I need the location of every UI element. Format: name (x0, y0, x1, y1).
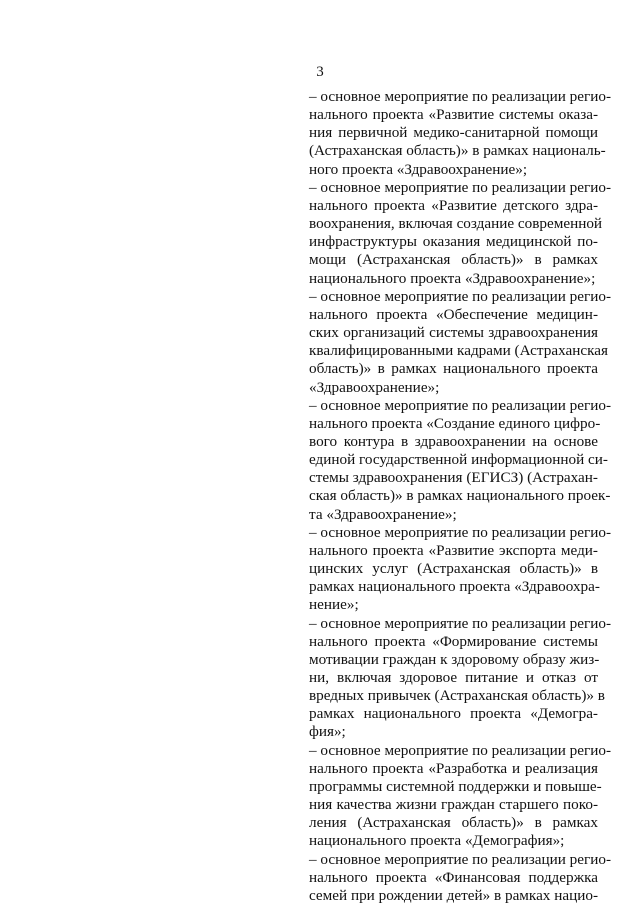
list-item-paragraph (309, 396, 612, 524)
text-line: нального проекта «Развитие экспорта меди- (309, 541, 598, 559)
text-line: нение»; (309, 596, 359, 614)
text-column (309, 88, 612, 905)
text-line: ния качества жизни граждан старшего поко- (309, 796, 598, 814)
text-line: нального проекта «Финансовая поддержка (309, 868, 598, 886)
text-line: нального проекта «Формирование системы (309, 632, 598, 650)
text-line: воохранения, включая создание современной (309, 215, 603, 233)
text-line: – основное мероприятие по реализации регио- (309, 178, 612, 196)
text-line: область)» в рамках национального проекта (309, 360, 598, 378)
text-line: ного проекта «Здравоохранение»; (309, 160, 528, 178)
text-line: вредных привычек (Астраханская область)» в (309, 687, 605, 705)
text-line: мотивации граждан к здоровому образу жиз- (309, 650, 600, 668)
text-line: ния первичной медико-санитарной помощи (309, 124, 598, 142)
list-item-paragraph (309, 741, 612, 851)
text-line: нального проекта «Развитие детского здра- (309, 196, 598, 214)
text-line: та «Здравоохранение»; (309, 505, 457, 523)
text-line: – основное мероприятие по реализации регио- (309, 741, 612, 759)
text-line: программы системной поддержки и повыше- (309, 777, 602, 795)
text-line: мощи (Астраханская область)» в рамках (309, 251, 598, 269)
text-line: семей при рождении детей» в рамках нацио- (309, 886, 598, 904)
list-item-paragraph (309, 88, 612, 179)
text-line: ни, включая здоровое питание и отказ от (309, 669, 598, 686)
list-item-paragraph (309, 178, 612, 288)
list-item-paragraph (309, 614, 612, 742)
text-line: рамках национального проекта «Здравоохра- (309, 578, 600, 596)
text-line: ления (Астраханская область)» в рамках (309, 814, 598, 832)
text-line: инфраструктуры оказания медицинской по- (309, 233, 598, 251)
text-line: – основное мероприятие по реализации регио- (309, 614, 612, 632)
text-line: квалифицированными кадрами (Астраханская (309, 342, 608, 360)
text-line: вого контура в здравоохранении на основе (309, 432, 598, 450)
text-line: стемы здравоохранения (ЕГИСЗ) (Астрахан- (309, 469, 598, 487)
text-line: фия»; (309, 723, 346, 741)
list-item-paragraph (309, 523, 612, 615)
text-line: рамках национального проекта «Демогра- (309, 705, 598, 723)
page-number: 3 (316, 64, 324, 80)
text-line: – основное мероприятие по реализации регио- (309, 287, 612, 305)
text-line: – основное мероприятие по реализации регио- (309, 88, 612, 105)
text-line: национального проекта «Демография»; (309, 832, 565, 850)
text-line: национального проекта «Здравоохранение»; (309, 269, 596, 287)
list-item-paragraph (309, 287, 612, 397)
text-line: – основное мероприятие по реализации регио- (309, 396, 612, 414)
text-line: (Астраханская область)» в рамках националь- (309, 142, 606, 160)
text-line: цинских услуг (Астраханская область)» в (309, 560, 598, 578)
text-line: единой государственной информационной си- (309, 451, 608, 469)
text-line: ских организаций системы здравоохранения (309, 324, 598, 342)
text-line: «Здравоохранение»; (309, 378, 440, 396)
text-line: – основное мероприятие по реализации регио- (309, 850, 612, 868)
text-line: нального проекта «Обеспечение медицин- (309, 305, 598, 323)
text-line: нального проекта «Развитие системы оказа- (309, 106, 598, 124)
list-item-paragraph (309, 850, 612, 905)
text-line: нального проекта «Разработка и реализация (309, 759, 598, 777)
text-line: ская область)» в рамках национального проек- (309, 487, 611, 505)
text-line: – основное мероприятие по реализации регио- (309, 523, 612, 541)
text-line: нального проекта «Создание единого цифро- (309, 414, 601, 432)
